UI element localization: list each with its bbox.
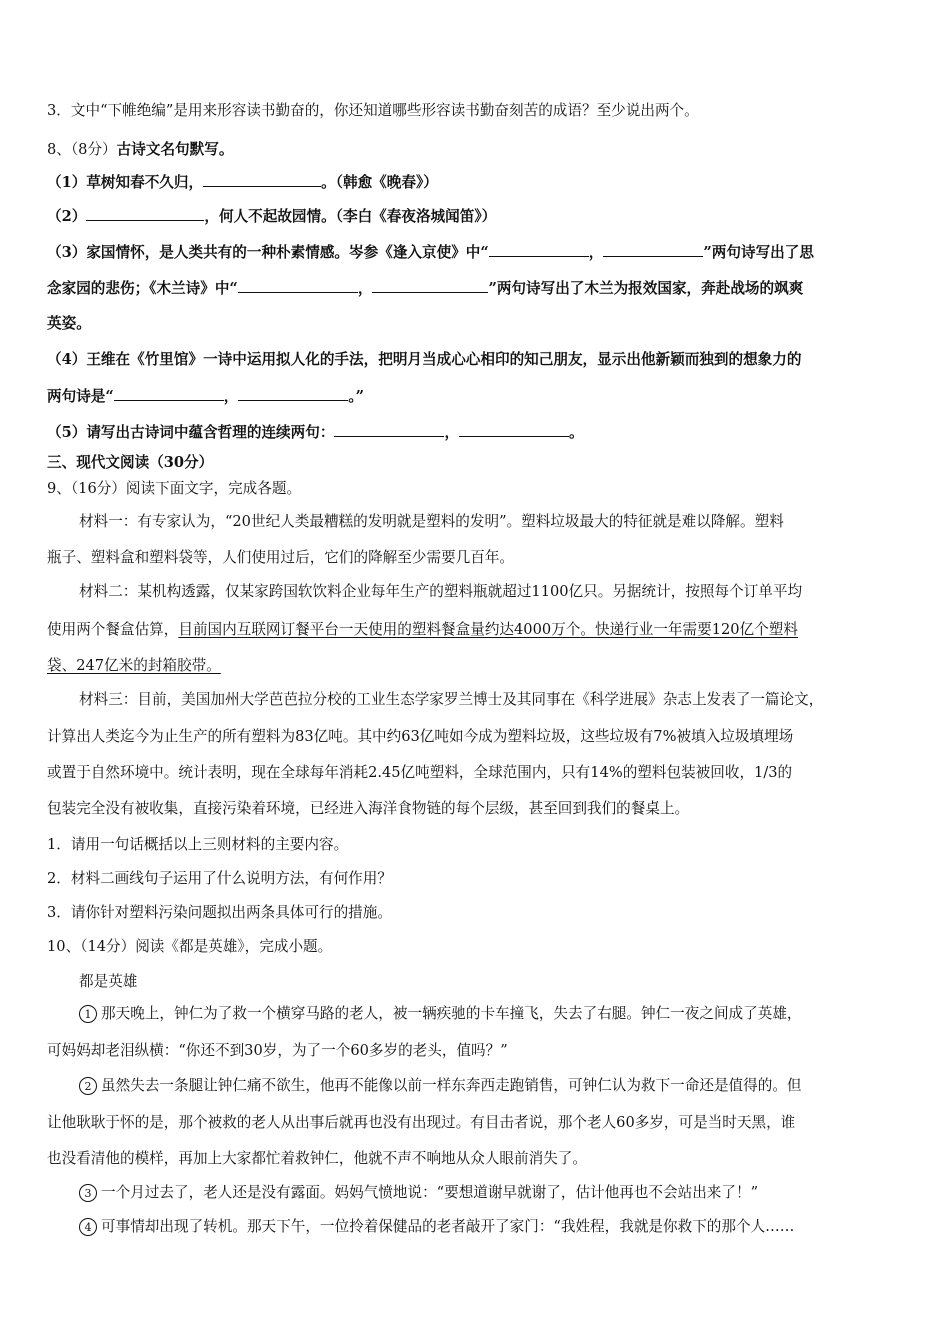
q8-title: 古诗文名句默写。 <box>116 141 234 158</box>
paragraph-number-badge: 4 <box>79 1218 97 1236</box>
q10-paragraph-2-line3: 也没看清他的模样，再加上大家都忙着救钟仁，他就不声不响地从众人眼前消失了。 <box>47 1150 587 1167</box>
paragraph-number-badge: 3 <box>79 1184 97 1202</box>
q10-paragraph-1-line2: 可妈妈却老泪纵横：“你还不到30岁，为了一个60多岁的老头，值吗？” <box>47 1042 508 1059</box>
paragraph-number-badge: 2 <box>79 1077 97 1095</box>
answer-blank[interactable] <box>334 422 444 437</box>
answer-blank[interactable] <box>489 242 589 257</box>
q10-paragraph-2-line1 <box>79 1076 802 1096</box>
q8-item-2 <box>47 206 496 227</box>
q8-header <box>47 140 233 160</box>
q9-material-1-line1: 材料一：有专家认为，“20世纪人类最糟糕的发明就是塑料的发明”。塑料垃圾最大的特征就是难以降解。塑料 <box>79 513 784 530</box>
q9-material-1-line2: 瓶子、塑料盒和塑料袋等，人们使用过后，它们的降解至少需要几百年。 <box>47 549 515 566</box>
answer-blank[interactable] <box>238 278 358 293</box>
comma: ， <box>223 388 239 405</box>
q8-item-3-line2 <box>47 278 803 299</box>
comma: ， <box>588 244 604 261</box>
q10-paragraph-4 <box>79 1217 794 1237</box>
q3-question: 3．文中“下帷绝编”是用来形容读书勤奋的，你还知道哪些形容读书勤奋刻苦的成语？至少说出两个。 <box>47 102 699 119</box>
q8-item-4-line1: （4）王维在《竹里馆》一诗中运用拟人化的手法，把明月当成心心相印的知己朋友，显示出他新颖而独到的想象力的 <box>47 351 802 368</box>
answer-blank[interactable] <box>114 386 224 401</box>
q8-item-1 <box>47 172 438 193</box>
q9-material-3-line4: 包装完全没有被收集，直接污染着环境，已经进入海洋食物链的每个层级，甚至回到我们的餐桌上。 <box>47 800 690 817</box>
q8-item-1-source: 。（韩愈《晚春》） <box>321 174 438 191</box>
q9-material-2-text: 使用两个餐盒估算， <box>47 621 179 638</box>
q8-item-3-line3: 英姿。 <box>47 315 91 332</box>
q9-material-3-line3: 或置于自然环境中。统计表明，现在全球每年消耗2.45亿吨塑料，全球范围内，只有14%的塑料包装被回收，1/3的 <box>47 764 793 781</box>
q8-item-3-text-3: ”两句诗写出了木兰为报效国家，奔赴战场的飒爽 <box>488 280 804 297</box>
q8-item-5-end: 。 <box>569 424 584 441</box>
q9-underlined-sentence-end: 袋、247亿米的封箱胶带。 <box>47 657 221 674</box>
q10-paragraph-2-text: 虽然失去一条腿让钟仁痛不欲生，他再不能像以前一样东奔西走跑销售，可钟仁认为救下一命还是值得的。但 <box>101 1077 802 1094</box>
q8-item-3-text-end: ”两句诗写出了思 <box>703 244 814 261</box>
q9-sub-question-3: 3．请你针对塑料污染问题拟出两条具体可行的措施。 <box>47 904 392 921</box>
q10-article-title: 都是英雄 <box>79 973 138 990</box>
q10-paragraph-1-line1 <box>79 1004 802 1024</box>
q8-item-3-text-2: 念家园的悲伤；《木兰诗》中“ <box>47 280 238 297</box>
answer-blank[interactable] <box>238 386 348 401</box>
q9-material-3-line2: 计算出人类迄今为止生产的所有塑料为83亿吨。其中约63亿吨如今成为塑料垃圾，这些垃圾有7%被填入垃圾填埋场 <box>47 728 794 745</box>
q10-paragraph-3 <box>79 1183 758 1203</box>
q8-item-3-text: （3）家国情怀，是人类共有的一种朴素情感。岑参《逢入京使》中“ <box>47 244 489 261</box>
comma: ， <box>357 280 373 297</box>
q8-item-4-text: 两句诗是“ <box>47 388 114 405</box>
q9-material-2-line2 <box>47 620 798 640</box>
q8-item-5-text: （5）请写出古诗词中蕴含哲理的连续两句： <box>47 424 335 441</box>
q10-paragraph-3-text: 一个月过去了，老人还是没有露面。妈妈气愤地说：“要想道谢早就谢了，估计他再也不会站出来了！” <box>101 1184 759 1201</box>
q10-paragraph-4-text: 可事情却出现了转机。那天下午，一位拎着保健品的老者敲开了家门：“我姓程，我就是你救下的那个人…… <box>101 1218 795 1235</box>
q9-sub-question-1: 1．请用一句话概括以上三则材料的主要内容。 <box>47 836 349 853</box>
q8-item-4-line2 <box>47 386 364 407</box>
q9-material-3-line1: 材料三：目前，美国加州大学芭芭拉分校的工业生态学家罗兰博士及其同事在《科学进展》杂志上发表了一篇论文， <box>79 691 824 708</box>
q8-item-5 <box>47 422 584 443</box>
q8-item-2-text: ，何人不起故园情。（李白《春夜洛城闻笛》） <box>204 208 497 225</box>
q10-header: 10、（14分）阅读《都是英雄》，完成小题。 <box>47 938 333 955</box>
answer-blank[interactable] <box>203 172 321 187</box>
q8-item-1-text: （1）草树知春不久归， <box>47 174 204 191</box>
q8-item-4-end: 。” <box>348 388 365 405</box>
q9-header: 9、（16分）阅读下面文字，完成各题。 <box>47 480 302 497</box>
answer-blank[interactable] <box>372 278 488 293</box>
q10-paragraph-2-line2: 让他耿耿于怀的是，那个被救的老人从出事后就再也没有出现过。有目击者说，那个老人60多岁，可是当时天黑，谁 <box>47 1114 796 1131</box>
answer-blank[interactable] <box>603 242 703 257</box>
q8-number: 8、（8分） <box>47 141 117 158</box>
q8-item-2-num: （2） <box>47 208 87 225</box>
q9-underlined-sentence: 目前国内互联网订餐平台一天使用的塑料餐盒量约达4000万个。快递行业一年需要120亿个塑料 <box>178 621 798 638</box>
q10-paragraph-1-text: 那天晚上，钟仁为了救一个横穿马路的老人，被一辆疾驰的卡车撞飞，失去了右腿。钟仁一夜之间成了英雄， <box>101 1005 802 1022</box>
q8-item-3-line1 <box>47 242 814 263</box>
answer-blank[interactable] <box>459 422 569 437</box>
q9-sub-question-2: 2．材料二画线句子运用了什么说明方法，有何作用？ <box>47 870 392 887</box>
section-3-heading: 三、现代文阅读（30分） <box>47 454 214 471</box>
comma: ， <box>444 424 460 441</box>
q9-material-2-line1: 材料二：某机构透露，仅某家跨国软饮料企业每年生产的塑料瓶就超过1100亿只。另据统计，按照每个订单平均 <box>79 583 803 600</box>
answer-blank[interactable] <box>86 206 204 221</box>
paragraph-number-badge: 1 <box>79 1005 97 1023</box>
